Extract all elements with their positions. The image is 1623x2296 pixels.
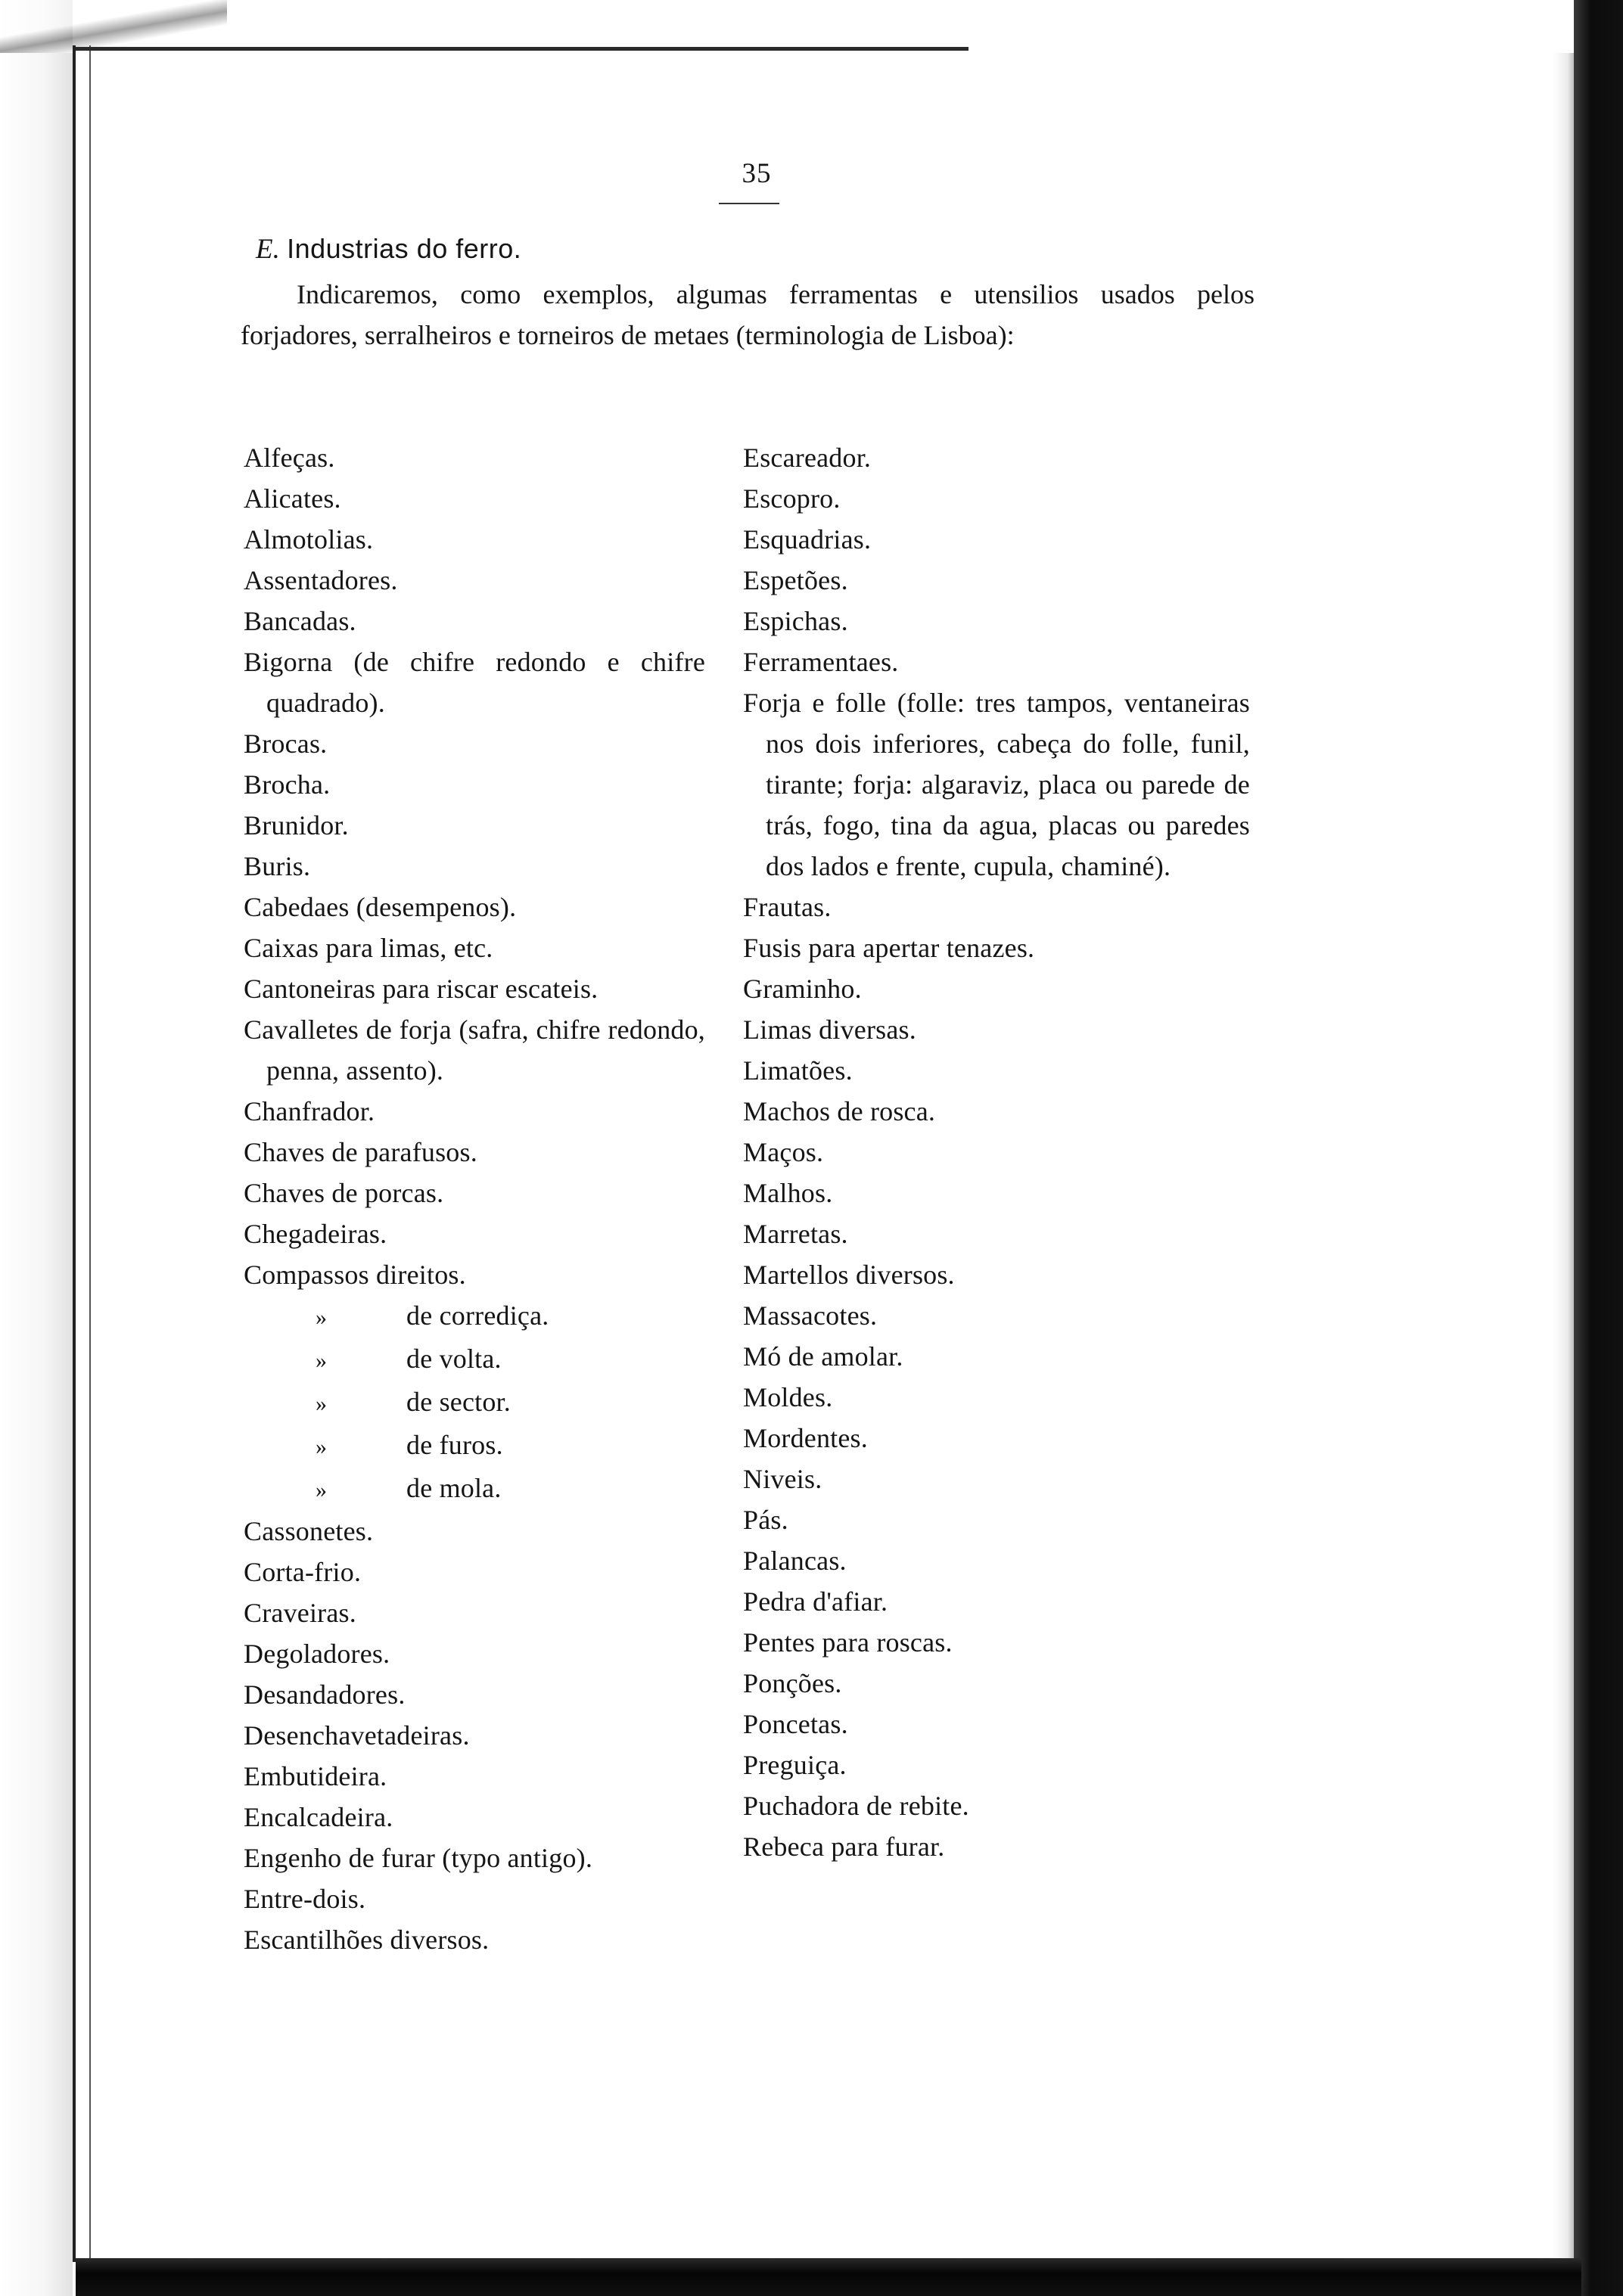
list-item: Chaves de parafusos. (244, 1137, 477, 1167)
list-item: Massacotes. (743, 1300, 878, 1331)
list-sub-item: » de furos. (316, 1430, 503, 1460)
list-item: Moldes. (743, 1382, 833, 1412)
list-item: Malhos. (743, 1178, 833, 1208)
list-item: Brocas. (244, 729, 328, 759)
list-sub-item: » de corrediça. (316, 1300, 549, 1331)
list-sub-item-text: de sector. (406, 1387, 511, 1417)
list-item: Desenchavetadeiras. (244, 1720, 470, 1751)
page-bottom-edge (76, 2258, 1581, 2296)
page-left-edge-line (89, 45, 91, 2262)
list-item: Ferramentaes. (743, 647, 899, 677)
list-item: Entre-dois. (244, 1884, 366, 1914)
list-item: Bancadas. (244, 606, 356, 636)
list-item: Assentadores. (244, 565, 398, 595)
list-item: Pentes para roscas. (743, 1627, 953, 1658)
list-item: Espichas. (743, 606, 848, 636)
list-sub-item-text: de furos. (406, 1430, 503, 1460)
list-item: Esquadrias. (743, 524, 872, 555)
intro-text: Indicaremos, como exemplos, algumas ferramentas e utensilios usados pelos forjadores, serralheiros e torneiros de metaes (terminologia de Lisboa): (241, 279, 1255, 350)
list-item: Machos de rosca. (743, 1096, 936, 1126)
list-sub-item: » de sector. (316, 1387, 511, 1417)
list-item: Puchadora de rebite. (743, 1791, 969, 1821)
list-item: Alfeças. (244, 443, 335, 473)
list-item: Brunidor. (244, 810, 349, 840)
list-item: Chegadeiras. (244, 1219, 387, 1249)
list-item: Degoladores. (244, 1639, 390, 1669)
list-item: Espetões. (743, 565, 848, 595)
list-item: Limatões. (743, 1055, 853, 1086)
list-item: Maços. (743, 1137, 824, 1167)
list-item: Compassos direitos. (244, 1260, 466, 1290)
list-item: Brocha. (244, 769, 331, 800)
list-item: Cabedaes (desempenos). (244, 892, 517, 922)
list-item: Desandadores. (244, 1679, 406, 1710)
list-item: Niveis. (743, 1464, 822, 1494)
list-item: Forja e folle (folle: tres tampos, ventaneiras nos dois inferiores, cabeça do folle, funil, tirante; forja: algaraviz, placa ou parede de trás, fogo, tina da agua, placas ou paredes dos lados e frente, cupula, chaminé). (743, 688, 1250, 881)
list-item: Rebeca para furar. (743, 1832, 945, 1862)
list-item: Ponções. (743, 1668, 842, 1698)
list-item: Mordentes. (743, 1423, 868, 1453)
tool-list-left (244, 437, 705, 1960)
list-item: Craveiras. (244, 1598, 356, 1628)
list-item: Cassonetes. (244, 1516, 374, 1546)
section-title: Industrias do ferro. (287, 233, 522, 264)
list-item: Escantilhões diversos. (244, 1925, 490, 1955)
list-item: Graminho. (743, 974, 862, 1004)
list-item: Marretas. (743, 1219, 848, 1249)
scan-corner-artifact (0, 0, 227, 53)
list-item: Frautas. (743, 892, 832, 922)
list-item: Cantoneiras para riscar escateis. (244, 974, 599, 1004)
list-item: Corta-frio. (244, 1557, 362, 1587)
list-item: Limas diversas. (743, 1014, 916, 1045)
list-item: Mó de amolar. (743, 1341, 903, 1372)
list-sub-item-text: de volta. (406, 1344, 502, 1374)
list-item: Escareador. (743, 443, 872, 473)
page-number-rule (719, 203, 779, 204)
page-top-edge (76, 47, 969, 51)
list-item: Embutideira. (244, 1761, 387, 1791)
list-item: Encalcadeira. (244, 1802, 393, 1832)
list-item: Preguiça. (743, 1750, 847, 1780)
list-item: Caixas para limas, etc. (244, 933, 493, 963)
page-left-edge (73, 45, 98, 2262)
list-item: Escopro. (743, 483, 841, 514)
list-item: Pás. (743, 1505, 788, 1535)
list-item: Engenho de furar (typo antigo). (244, 1843, 593, 1873)
list-item: Almotolias. (244, 524, 374, 555)
list-item: Chanfrador. (244, 1096, 375, 1126)
list-item: Chaves de porcas. (244, 1178, 444, 1208)
list-sub-item-text: de corrediça. (406, 1300, 549, 1331)
list-item: Fusis para apertar tenazes. (743, 933, 1035, 963)
list-item: Buris. (244, 851, 311, 881)
tool-list-right (743, 437, 1250, 1867)
list-item: Cavalletes de forja (safra, chifre redondo, penna, assento). (244, 1014, 705, 1086)
list-sub-item-text: de mola. (406, 1473, 502, 1503)
section-heading (256, 233, 521, 266)
page-gutter-shadow (0, 0, 73, 2296)
list-item: Poncetas. (743, 1709, 848, 1739)
list-item: Martellos diversos. (743, 1260, 955, 1290)
list-sub-item: » de volta. (316, 1344, 502, 1374)
list-item: Pedra d'afiar. (743, 1586, 888, 1617)
list-item: Alicates. (244, 483, 341, 514)
list-item: Bigorna (de chifre redondo e chifre quadrado). (244, 647, 705, 718)
section-letter: E. (256, 234, 280, 265)
page-right-curl (1553, 53, 1574, 2270)
list-item: Palancas. (743, 1546, 847, 1576)
list-sub-item: » de mola. (316, 1473, 502, 1503)
page-number: 35 (742, 158, 772, 189)
page-right-edge (1574, 0, 1623, 2296)
intro-paragraph (241, 274, 1255, 356)
